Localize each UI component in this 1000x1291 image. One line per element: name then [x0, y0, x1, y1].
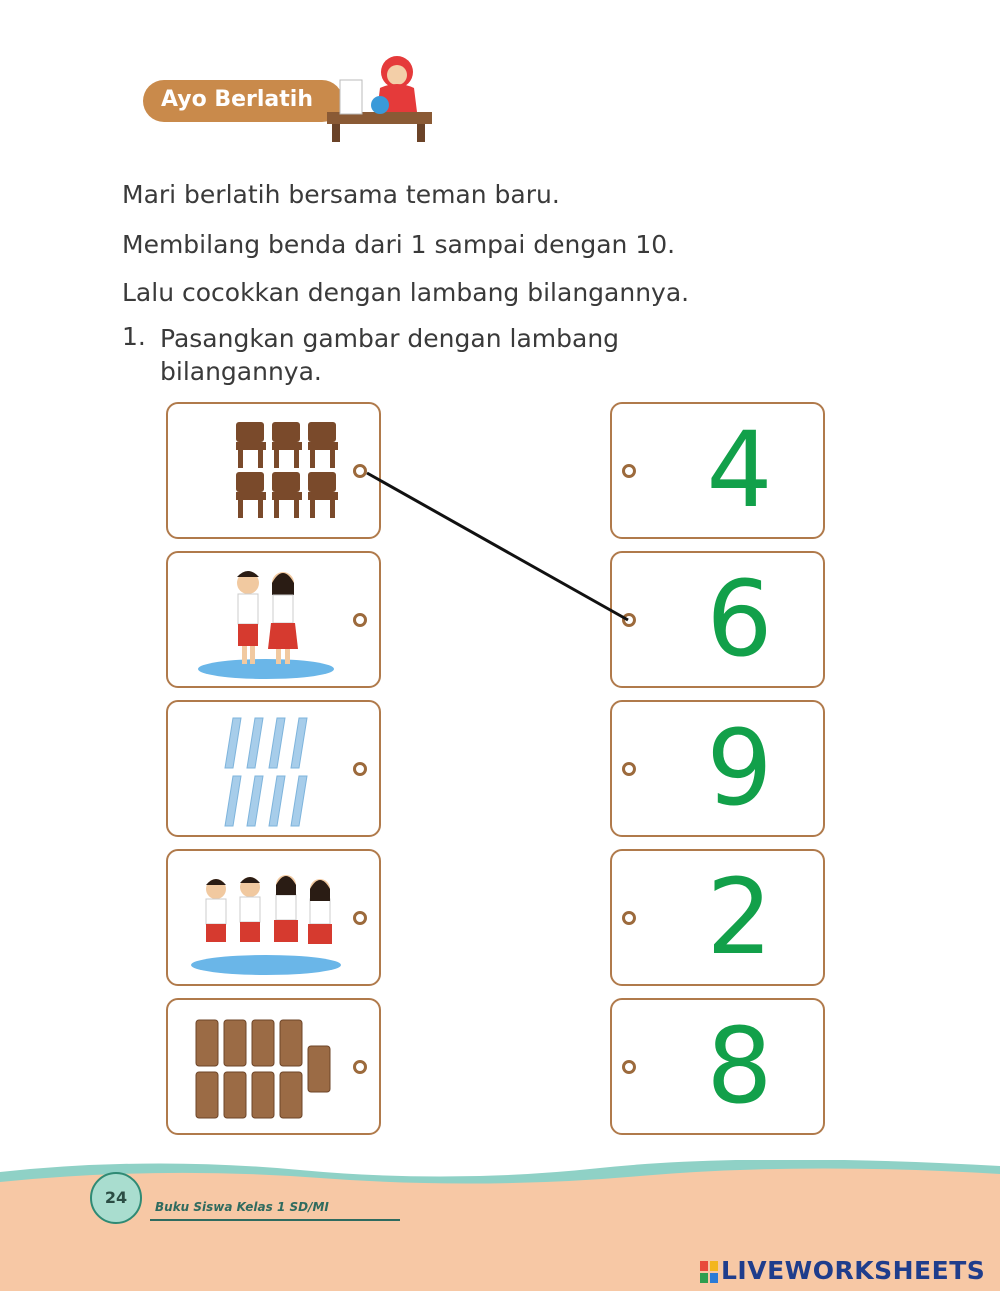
- picture-card-chairs: [166, 402, 381, 539]
- picture-card-two-students: [166, 551, 381, 688]
- number-card-3: [610, 700, 825, 837]
- right-dot-5[interactable]: [622, 1060, 636, 1074]
- liveworksheets-brand: [700, 1256, 985, 1285]
- number-card-4: [610, 849, 825, 986]
- left-dot-4[interactable]: [353, 911, 367, 925]
- exercise-text: Pasangkan gambar dengan lambang bilangannya.: [160, 324, 620, 386]
- right-dot-4[interactable]: [622, 911, 636, 925]
- section-badge: [143, 80, 343, 122]
- right-dot-3[interactable]: [622, 762, 636, 776]
- number-label: 2: [706, 856, 773, 978]
- liveworksheets-logo-icon: [700, 1261, 718, 1283]
- number-card-2: [610, 551, 825, 688]
- left-dot-2[interactable]: [353, 613, 367, 627]
- instruction-line-2: Membilang benda dari 1 sampai dengan 10.: [122, 230, 676, 259]
- picture-card-books: [166, 998, 381, 1135]
- right-dot-2[interactable]: [622, 613, 636, 627]
- books-picture: [188, 1008, 343, 1128]
- book-title: Buku Siswa Kelas 1 SD/MI: [155, 1200, 329, 1214]
- match-line: [367, 473, 628, 620]
- sticks-picture: [188, 710, 343, 830]
- four-students-picture: [188, 859, 343, 979]
- two-students-picture: [188, 561, 343, 681]
- number-label: 9: [706, 707, 773, 829]
- badge-label: Ayo Berlatih: [161, 87, 314, 112]
- instruction-line-3: Lalu cocokkan dengan lambang bilangannya.: [122, 278, 690, 307]
- left-dot-3[interactable]: [353, 762, 367, 776]
- student-illustration: [322, 50, 437, 145]
- picture-card-sticks: [166, 700, 381, 837]
- left-dot-5[interactable]: [353, 1060, 367, 1074]
- footer-divider: [150, 1219, 400, 1221]
- exercise-number: 1.: [122, 322, 146, 351]
- chairs-picture: [188, 412, 343, 532]
- left-dot-1[interactable]: [353, 464, 367, 478]
- number-label: 4: [706, 409, 773, 531]
- number-label: 6: [706, 558, 773, 680]
- number-label: 8: [706, 1005, 773, 1127]
- number-card-5: [610, 998, 825, 1135]
- instruction-line-1: Mari berlatih bersama teman baru.: [122, 180, 560, 209]
- picture-card-four-students: [166, 849, 381, 986]
- page-number: 24: [90, 1172, 142, 1224]
- right-dot-1[interactable]: [622, 464, 636, 478]
- number-card-1: [610, 402, 825, 539]
- brand-label: LIVEWORKSHEETS: [721, 1256, 986, 1285]
